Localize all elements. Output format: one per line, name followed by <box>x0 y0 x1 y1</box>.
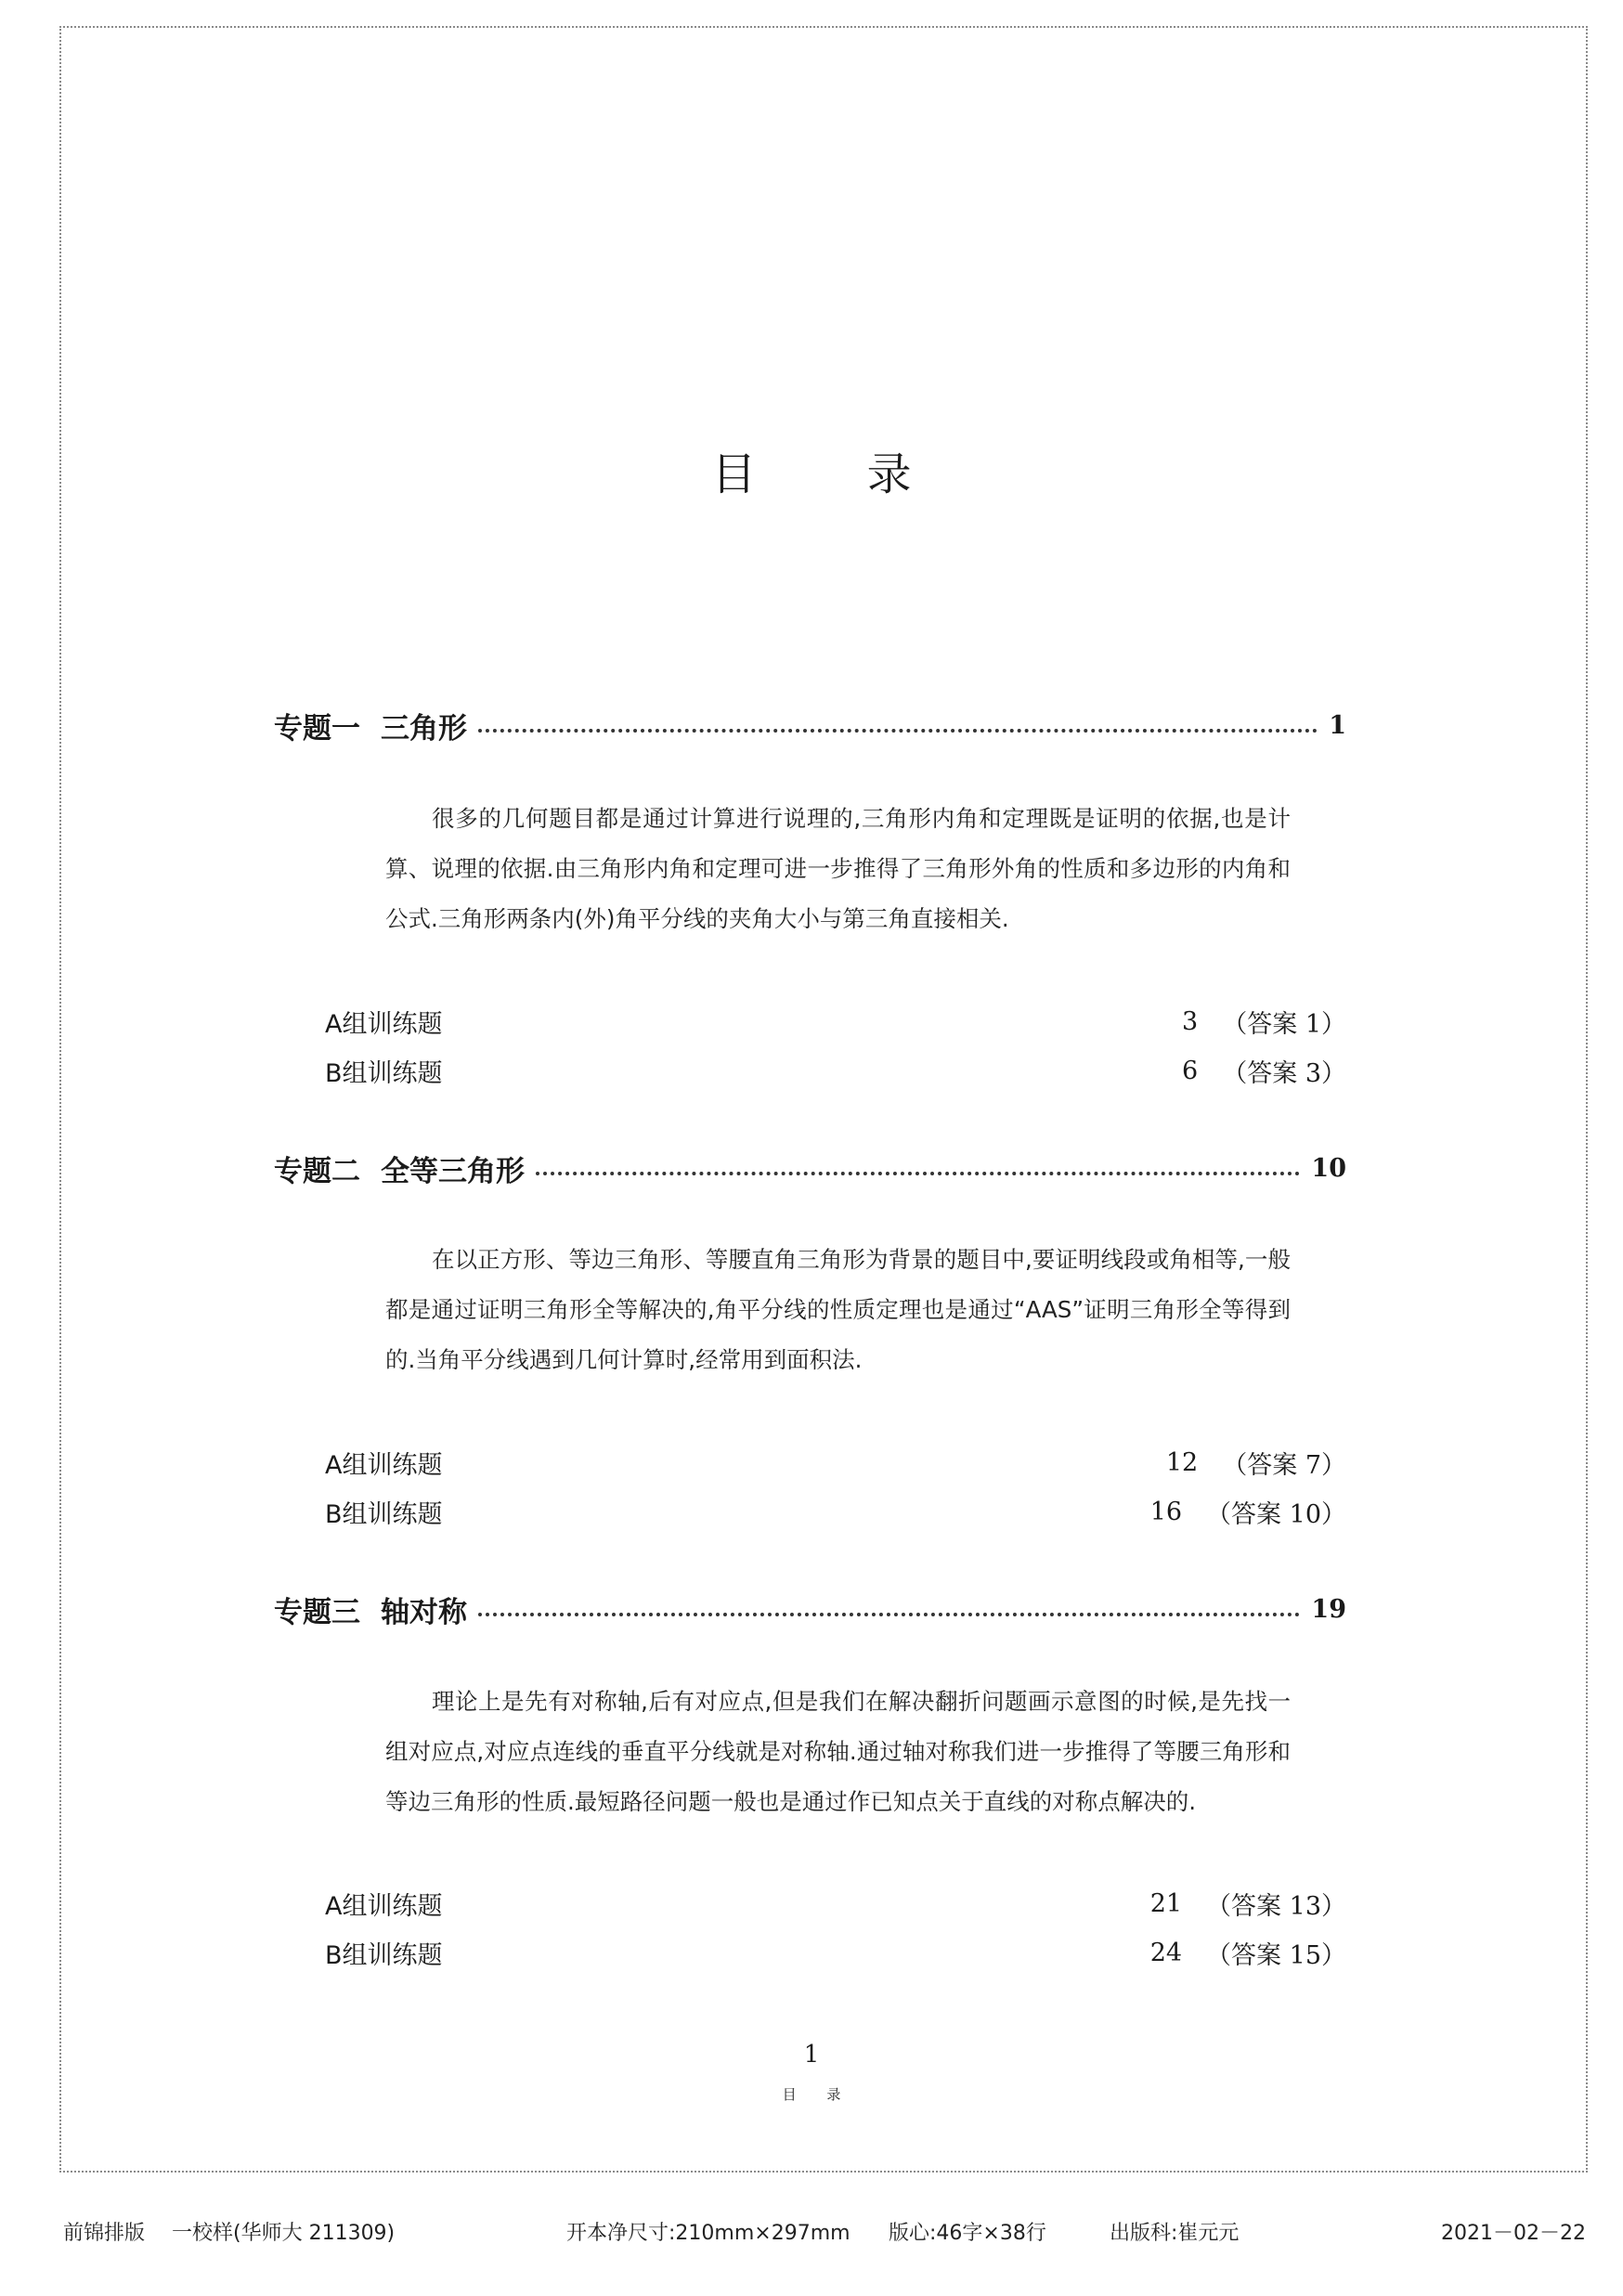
section-page: 1 <box>1329 710 1346 740</box>
exercise-label: B组训练题 <box>325 1058 443 1088</box>
toc-section-3[interactable] <box>274 1583 1346 1635</box>
footer-date: 2021－02－22 <box>1441 2222 1586 2245</box>
answer-reference: （答案 10） <box>1206 1499 1346 1529</box>
exercise-page: 3 <box>1182 1006 1199 1036</box>
answer-reference: （答案 7） <box>1222 1450 1346 1480</box>
toc-exercise-row[interactable] <box>325 1929 1346 1976</box>
section-number: 专题二 <box>274 1154 360 1188</box>
section-description: 理论上是先有对称轴,后有对应点,但是我们在解决翻折问题画示意图的时候,是先找一组对应点,对应点连线的垂直平分线就是对称轴.通过轴对称我们进一步推得了等腰三角形和等边三角形的性质.最短路径问题一般也是通过作已知点关于直线的对称点解决的. <box>385 1688 1291 1815</box>
page-title: 目 录 <box>711 448 960 501</box>
section-page: 10 <box>1311 1153 1346 1183</box>
toc-exercise-row[interactable] <box>325 1880 1346 1926</box>
exercise-page: 6 <box>1182 1056 1199 1085</box>
footer-typesetter: 前锦排版 <box>63 2222 146 2245</box>
dot-leader <box>536 1172 1300 1175</box>
section-description: 很多的几何题目都是通过计算进行说理的,三角形内角和定理既是证明的依据,也是计算、说理的依据.由三角形内角和定理可进一步推得了三角形外角的性质和多边形的内角和公式.三角形两条内(外)角平分线的夹角大小与第三角直接相关. <box>385 805 1291 932</box>
exercise-label: B组训练题 <box>325 1499 443 1529</box>
exercise-label: A组训练题 <box>325 1009 443 1039</box>
toc-section-1[interactable] <box>274 699 1346 751</box>
toc-exercise-row[interactable] <box>325 998 1346 1044</box>
exercise-page: 21 <box>1149 1888 1183 1918</box>
exercise-page: 16 <box>1149 1497 1183 1526</box>
footer-trim-size: 开本净尺寸:210mm×297mm <box>566 2222 850 2245</box>
exercise-label: A组训练题 <box>325 1450 443 1480</box>
footer-publisher-dept: 出版科:崔元元 <box>1110 2222 1240 2245</box>
section-number: 专题一 <box>274 711 360 746</box>
running-footer-title: 目 录 <box>782 2086 854 2103</box>
section-number: 专题三 <box>274 1595 360 1629</box>
exercise-label: B组训练题 <box>325 1940 443 1970</box>
page-frame <box>59 26 1588 2173</box>
exercise-label: A组训练题 <box>325 1891 443 1921</box>
answer-reference: （答案 3） <box>1222 1058 1346 1088</box>
toc-exercise-row[interactable] <box>325 1047 1346 1094</box>
page-number: 1 <box>803 2041 820 2069</box>
toc-section-2[interactable] <box>274 1142 1346 1194</box>
section-name: 全等三角形 <box>381 1154 525 1188</box>
exercise-page: 12 <box>1165 1447 1199 1477</box>
section-name: 轴对称 <box>381 1595 467 1629</box>
exercise-page: 24 <box>1149 1938 1183 1967</box>
answer-reference: （答案 13） <box>1206 1891 1346 1921</box>
section-name: 三角形 <box>381 711 467 746</box>
footer-type-area: 版心:46字×38行 <box>889 2222 1046 2245</box>
toc-exercise-row[interactable] <box>325 1439 1346 1485</box>
answer-reference: （答案 15） <box>1206 1940 1346 1970</box>
footer-proof-stage: 一校样(华师大 211309) <box>172 2222 396 2245</box>
answer-reference: （答案 1） <box>1222 1009 1346 1039</box>
toc-exercise-row[interactable] <box>325 1488 1346 1535</box>
dot-leader <box>478 1613 1300 1616</box>
section-description: 在以正方形、等边三角形、等腰直角三角形为背景的题目中,要证明线段或角相等,一般都是通过证明三角形全等解决的,角平分线的性质定理也是通过“AAS”证明三角形全等得到的.当角平分线遇到几何计算时,经常用到面积法. <box>385 1246 1291 1373</box>
section-page: 19 <box>1311 1594 1346 1624</box>
dot-leader <box>478 729 1318 733</box>
